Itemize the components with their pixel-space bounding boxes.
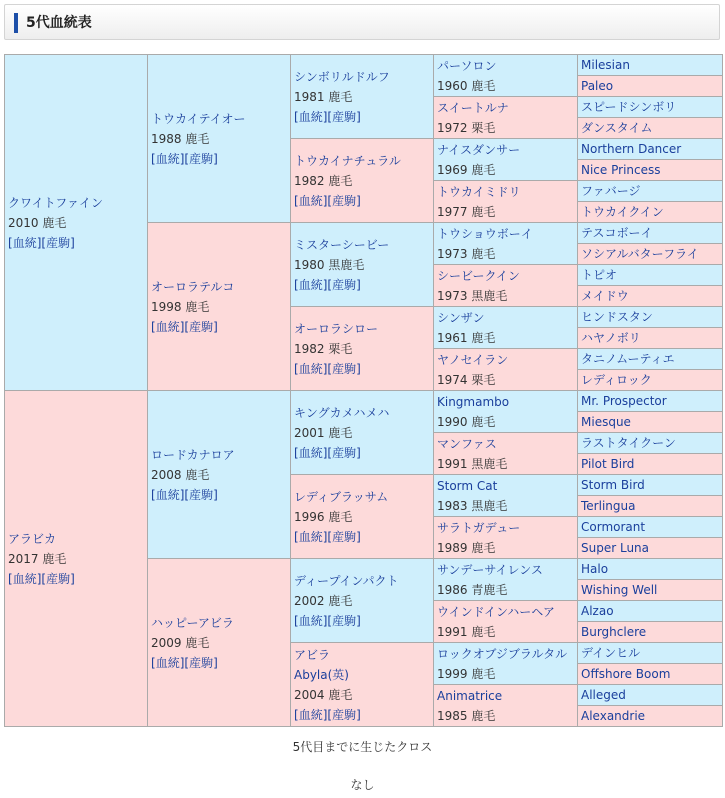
pedigree-cell-gen3 — [291, 475, 434, 559]
horse-name-link[interactable]: サンデーサイレンス — [437, 562, 543, 577]
horse-name-link[interactable]: スイートルナ — [437, 100, 509, 115]
cross-value: なし — [350, 778, 375, 792]
pedigree-cell-gen4 — [434, 433, 578, 475]
pedigree-cell-gen1 — [5, 391, 148, 727]
bracket-close: ] — [179, 487, 185, 502]
coat-color: 黒鹿毛 — [471, 288, 508, 303]
coat-color: 鹿毛 — [471, 624, 496, 639]
horse-original-name: Abyla(英) — [294, 667, 349, 682]
coat-color: 鹿毛 — [328, 89, 353, 104]
pedigree-link[interactable]: 血統 — [298, 361, 323, 376]
horse-name-link[interactable]: Alleged — [581, 687, 626, 702]
bracket-open: [ — [151, 319, 156, 334]
coat-color: 栗毛 — [471, 372, 496, 387]
coat-color: 黒鹿毛 — [471, 456, 508, 471]
bracket-open: [ — [41, 571, 47, 586]
pedigree-cell-gen5 — [578, 139, 723, 160]
horse-name-link[interactable]: オーロラテルコ — [151, 279, 235, 294]
pedigree-cell-gen4 — [434, 181, 578, 223]
horse-name-link[interactable]: ラストタイクーン — [581, 435, 676, 450]
birth-year: 2017 — [8, 551, 39, 566]
bracket-open: [ — [294, 277, 299, 292]
bracket-open: [ — [294, 613, 299, 628]
foal-link[interactable]: 産駒 — [189, 319, 214, 334]
pedigree-cell-gen3 — [291, 643, 434, 727]
pedigree-cell-gen4 — [434, 97, 578, 139]
horse-name-link[interactable]: シービークイン — [437, 268, 520, 283]
birth-year: 2008 — [151, 467, 182, 482]
bracket-open: [ — [327, 613, 333, 628]
pedigree-cell-gen5 — [578, 643, 723, 664]
pedigree-link[interactable]: 血統 — [298, 529, 323, 544]
bracket-open: [ — [294, 529, 299, 544]
pedigree-link[interactable]: 血統 — [12, 571, 37, 586]
horse-name-link[interactable]: ロックオブジブラルタル — [437, 646, 568, 661]
bracket-close: ] — [356, 277, 361, 292]
birth-year: 1996 — [294, 509, 325, 524]
bracket-open: [ — [294, 361, 299, 376]
birth-year: 1980 — [294, 257, 325, 272]
horse-name-link[interactable]: トウカイミドリ — [437, 184, 521, 199]
horse-name-link[interactable]: Storm Cat — [437, 478, 498, 493]
pedigree-cell-gen3 — [291, 139, 434, 223]
birth-year: 1990 — [437, 414, 468, 429]
birth-year: 1982 — [294, 341, 325, 356]
pedigree-link[interactable]: 血統 — [298, 445, 323, 460]
horse-name-link[interactable]: マンファス — [437, 436, 497, 451]
coat-color: 鹿毛 — [185, 131, 210, 146]
pedigree-cell-gen4 — [434, 349, 578, 391]
bracket-close: ] — [322, 445, 328, 460]
coat-color: 黒鹿毛 — [328, 257, 365, 272]
coat-color: 栗毛 — [471, 120, 496, 135]
pedigree-link[interactable]: 血統 — [298, 193, 323, 208]
horse-name-link[interactable]: パーソロン — [437, 58, 497, 73]
coat-color: 鹿毛 — [471, 204, 496, 219]
coat-color: 鹿毛 — [185, 635, 210, 650]
horse-name-link[interactable]: スピードシンボリ — [581, 99, 677, 114]
birth-year: 1989 — [437, 540, 468, 555]
coat-color: 鹿毛 — [185, 467, 210, 482]
horse-name-link[interactable]: ヒンドスタン — [581, 309, 653, 324]
bracket-open: [ — [184, 655, 190, 670]
pedigree-cell-gen3 — [291, 391, 434, 475]
pedigree-cell-gen4 — [434, 601, 578, 643]
horse-name-link[interactable]: ソシアルバターフライ — [581, 246, 699, 261]
birth-year: 1974 — [437, 372, 468, 387]
pedigree-cell-gen2 — [148, 55, 291, 223]
coat-color: 鹿毛 — [328, 509, 353, 524]
horse-name-link[interactable]: Miesque — [581, 414, 631, 429]
bracket-open: [ — [294, 193, 299, 208]
pedigree-cell-gen5 — [578, 433, 723, 454]
pedigree-cell-gen5 — [578, 349, 723, 370]
horse-name-link[interactable]: シンボリルドルフ — [294, 69, 390, 84]
horse-name-link[interactable]: Pilot Bird — [581, 456, 635, 471]
bracket-close: ] — [70, 571, 75, 586]
horse-name-link[interactable]: Alexandrie — [581, 708, 646, 723]
horse-name-link[interactable]: Kingmambo — [437, 394, 510, 409]
horse-name-link[interactable]: トウカイテイオー — [151, 111, 246, 126]
horse-name-link[interactable]: ハッピーアビラ — [151, 615, 234, 630]
horse-name-link[interactable]: Burghclere — [581, 624, 647, 639]
foal-link[interactable]: 産駒 — [46, 571, 71, 586]
bracket-close: ] — [322, 529, 328, 544]
coat-color: 栗毛 — [328, 341, 353, 356]
horse-name-link[interactable]: ダンスタイム — [581, 120, 653, 135]
horse-name-link[interactable]: ファバージ — [581, 183, 641, 198]
birth-year: 1991 — [437, 456, 468, 471]
pedigree-cell-gen3 — [291, 307, 434, 391]
bracket-open: [ — [294, 707, 299, 722]
birth-year: 1960 — [437, 78, 468, 93]
horse-name-link[interactable]: Mr. Prospector — [581, 393, 667, 408]
pedigree-cell-gen5 — [578, 265, 723, 286]
birth-year: 1977 — [437, 204, 468, 219]
birth-year: 2010 — [8, 215, 39, 230]
pedigree-cell-gen5 — [578, 160, 723, 181]
coat-color: 青鹿毛 — [471, 582, 508, 597]
foal-link[interactable]: 産駒 — [332, 361, 357, 376]
birth-year: 1973 — [437, 246, 468, 261]
bracket-close: ] — [356, 529, 361, 544]
horse-name-link[interactable]: ウインドインハーヘア — [437, 604, 555, 619]
foal-link[interactable]: 産駒 — [332, 613, 357, 628]
birth-year: 1999 — [437, 666, 468, 681]
horse-name-link[interactable]: ナイスダンサー — [437, 142, 521, 157]
section-header — [4, 4, 720, 40]
pedigree-cell-gen3 — [291, 559, 434, 643]
foal-link[interactable]: 産駒 — [189, 487, 214, 502]
pedigree-cell-gen4 — [434, 307, 578, 349]
bracket-open: [ — [294, 109, 299, 124]
pedigree-cell-gen4 — [434, 391, 578, 433]
coat-color: 鹿毛 — [471, 246, 496, 261]
bracket-open: [ — [184, 151, 190, 166]
birth-year: 2009 — [151, 635, 182, 650]
horse-name-link[interactable]: トウカイナチュラル — [294, 153, 401, 168]
bracket-close: ] — [322, 193, 328, 208]
bracket-open: [ — [327, 707, 333, 722]
birth-year: 1982 — [294, 173, 325, 188]
birth-year: 2001 — [294, 425, 325, 440]
horse-name-link[interactable]: テスコボーイ — [581, 225, 653, 240]
foal-link[interactable]: 産駒 — [332, 277, 357, 292]
bracket-close: ] — [179, 655, 185, 670]
birth-year: 1998 — [151, 299, 182, 314]
horse-name-link[interactable]: ディープインパクト — [294, 573, 399, 588]
pedigree-cell-gen5 — [578, 370, 723, 391]
bracket-close: ] — [322, 277, 328, 292]
coat-color: 鹿毛 — [471, 330, 496, 345]
coat-color: 鹿毛 — [328, 687, 353, 702]
coat-color: 鹿毛 — [42, 215, 67, 230]
horse-name-link[interactable]: Animatrice — [437, 688, 503, 703]
bracket-open: [ — [8, 571, 13, 586]
foal-link[interactable]: 産駒 — [332, 707, 357, 722]
bracket-close: ] — [322, 109, 328, 124]
horse-name-link[interactable]: ロードカナロア — [151, 447, 235, 462]
coat-color: 鹿毛 — [471, 414, 496, 429]
bracket-open: [ — [41, 235, 47, 250]
birth-year: 1985 — [437, 708, 468, 723]
pedigree-cell-gen2 — [148, 223, 291, 391]
horse-name-link[interactable]: レディブラッサム — [294, 489, 389, 504]
pedigree-cell-gen5 — [578, 391, 723, 412]
foal-link[interactable]: 産駒 — [46, 235, 71, 250]
foal-link[interactable]: 産駒 — [332, 529, 357, 544]
pedigree-cell-gen4 — [434, 265, 578, 307]
bracket-close: ] — [356, 193, 361, 208]
horse-name-link[interactable]: Nice Princess — [581, 162, 661, 177]
bracket-close: ] — [356, 109, 361, 124]
coat-color: 鹿毛 — [471, 540, 496, 555]
header-accent-bar — [14, 13, 18, 33]
pedigree-cell-gen5 — [578, 244, 723, 265]
horse-name-link[interactable]: タニノムーティエ — [581, 351, 675, 366]
horse-name-link[interactable]: ハヤノボリ — [581, 330, 641, 345]
bracket-open: [ — [327, 445, 333, 460]
horse-name-link[interactable]: メイドウ — [581, 288, 629, 303]
birth-year: 1961 — [437, 330, 468, 345]
coat-color: 鹿毛 — [42, 551, 67, 566]
pedigree-link[interactable]: 血統 — [298, 707, 323, 722]
bracket-close: ] — [356, 707, 361, 722]
pedigree-cell-gen5 — [578, 97, 723, 118]
horse-name-link[interactable]: Terlingua — [581, 498, 636, 513]
coat-color: 鹿毛 — [328, 173, 353, 188]
bracket-open: [ — [151, 655, 156, 670]
horse-name-link[interactable]: Super Luna — [581, 540, 650, 555]
pedigree-link[interactable]: 血統 — [155, 319, 180, 334]
horse-name-link[interactable]: Cormorant — [581, 519, 646, 534]
cross-heading: 5代目までに生じたクロス — [292, 740, 433, 754]
horse-name-link[interactable]: Halo — [581, 561, 609, 576]
horse-name-link[interactable]: ヤノセイラン — [437, 352, 509, 367]
foal-link[interactable]: 産駒 — [332, 109, 357, 124]
bracket-close: ] — [322, 361, 328, 376]
pedigree-link[interactable]: 血統 — [155, 655, 180, 670]
pedigree-cell-gen5 — [578, 559, 723, 580]
birth-year: 1988 — [151, 131, 182, 146]
birth-year: 1972 — [437, 120, 468, 135]
pedigree-cell-gen5 — [578, 412, 723, 433]
pedigree-cell-gen3 — [291, 223, 434, 307]
horse-name-link[interactable]: Paleo — [581, 78, 614, 93]
pedigree-link[interactable]: 血統 — [155, 487, 180, 502]
pedigree-cell-gen5 — [578, 55, 723, 76]
horse-name-link[interactable]: アビラ — [294, 647, 331, 662]
horse-name-link[interactable]: Alzao — [581, 603, 614, 618]
horse-name-link[interactable]: アラビカ — [8, 531, 57, 546]
pedigree-cell-gen5 — [578, 622, 723, 643]
horse-name-link[interactable]: トピオ — [581, 267, 618, 282]
coat-color: 鹿毛 — [471, 666, 496, 681]
pedigree-cell-gen4 — [434, 559, 578, 601]
pedigree-link[interactable]: 血統 — [298, 277, 323, 292]
pedigree-cell-gen5 — [578, 517, 723, 538]
coat-color: 鹿毛 — [328, 593, 353, 608]
birth-year: 1986 — [437, 582, 468, 597]
birth-year: 1983 — [437, 498, 468, 513]
coat-color: 黒鹿毛 — [471, 498, 508, 513]
birth-year: 2002 — [294, 593, 325, 608]
horse-name-link[interactable]: レディロック — [581, 372, 652, 387]
foal-link[interactable]: 産駒 — [332, 445, 357, 460]
pedigree-cell-gen4 — [434, 475, 578, 517]
bracket-close: ] — [356, 445, 361, 460]
pedigree-cell-gen5 — [578, 181, 723, 202]
pedigree-cell-gen5 — [578, 706, 723, 727]
pedigree-cell-gen5 — [578, 454, 723, 475]
bracket-open: [ — [327, 529, 333, 544]
bracket-close: ] — [213, 655, 218, 670]
bracket-open: [ — [327, 361, 333, 376]
bracket-close: ] — [322, 707, 328, 722]
bracket-close: ] — [356, 361, 361, 376]
pedigree-cell-gen3 — [291, 55, 434, 139]
horse-name-link[interactable]: ミスターシービー — [294, 237, 390, 252]
section-title: 5代血統表 — [26, 15, 92, 31]
coat-color: 鹿毛 — [328, 425, 353, 440]
horse-name-link[interactable]: サラトガデュー — [437, 520, 521, 535]
bracket-close: ] — [70, 235, 75, 250]
foal-link[interactable]: 産駒 — [332, 193, 357, 208]
pedigree-cell-gen5 — [578, 580, 723, 601]
coat-color: 鹿毛 — [471, 78, 496, 93]
horse-name-link[interactable]: Northern Dancer — [581, 141, 682, 156]
horse-name-link[interactable]: Storm Bird — [581, 477, 645, 492]
birth-year: 1991 — [437, 624, 468, 639]
pedigree-link[interactable]: 血統 — [12, 235, 37, 250]
bracket-open: [ — [294, 445, 299, 460]
pedigree-cell-gen4 — [434, 685, 578, 727]
horse-name-link[interactable]: デインヒル — [581, 645, 641, 660]
horse-name-link[interactable]: トウショウボーイ — [437, 226, 533, 241]
bracket-open: [ — [327, 277, 333, 292]
bracket-close: ] — [213, 151, 218, 166]
pedigree-cell-gen5 — [578, 223, 723, 244]
bracket-close: ] — [213, 319, 218, 334]
bracket-open: [ — [151, 151, 156, 166]
pedigree-cell-gen5 — [578, 601, 723, 622]
pedigree-link[interactable]: 血統 — [298, 613, 323, 628]
pedigree-cell-gen5 — [578, 475, 723, 496]
pedigree-cell-gen4 — [434, 55, 578, 97]
pedigree-cell-gen4 — [434, 643, 578, 685]
pedigree-link[interactable]: 血統 — [298, 109, 323, 124]
pedigree-cell-gen5 — [578, 328, 723, 349]
horse-name-link[interactable]: オーロラシロー — [294, 321, 379, 336]
bracket-close: ] — [356, 613, 361, 628]
pedigree-table — [4, 54, 723, 727]
bracket-open: [ — [327, 193, 333, 208]
pedigree-cell-gen5 — [578, 76, 723, 97]
pedigree-cell-gen2 — [148, 391, 291, 559]
bracket-close: ] — [36, 571, 42, 586]
horse-name-link[interactable]: Offshore Boom — [581, 666, 671, 681]
birth-year: 1969 — [437, 162, 468, 177]
pedigree-cell-gen2 — [148, 559, 291, 727]
pedigree-link[interactable]: 血統 — [155, 151, 180, 166]
pedigree-cell-gen5 — [578, 538, 723, 559]
bracket-open: [ — [184, 487, 190, 502]
coat-color: 鹿毛 — [185, 299, 210, 314]
coat-color: 鹿毛 — [471, 708, 496, 723]
birth-year: 1973 — [437, 288, 468, 303]
foal-link[interactable]: 産駒 — [189, 151, 214, 166]
pedigree-cell-gen5 — [578, 118, 723, 139]
birth-year: 2004 — [294, 687, 325, 702]
bracket-close: ] — [179, 151, 185, 166]
pedigree-cell-gen5 — [578, 685, 723, 706]
horse-name-link[interactable]: Milesian — [581, 57, 630, 72]
bracket-close: ] — [179, 319, 185, 334]
pedigree-cell-gen4 — [434, 517, 578, 559]
pedigree-cell-gen1 — [5, 55, 148, 391]
birth-year: 1981 — [294, 89, 325, 104]
horse-name-link[interactable]: シンザン — [437, 310, 485, 325]
horse-name-link[interactable]: トウカイクイン — [581, 204, 664, 219]
pedigree-cell-gen4 — [434, 139, 578, 181]
pedigree-cell-gen5 — [578, 496, 723, 517]
foal-link[interactable]: 産駒 — [189, 655, 214, 670]
horse-name-link[interactable]: Wishing Well — [581, 582, 658, 597]
pedigree-cell-gen5 — [578, 664, 723, 685]
horse-name-link[interactable]: クワイトファイン — [8, 195, 104, 210]
pedigree-cell-gen5 — [578, 286, 723, 307]
pedigree-cell-gen5 — [578, 307, 723, 328]
bracket-open: [ — [184, 319, 190, 334]
coat-color: 鹿毛 — [471, 162, 496, 177]
bracket-close: ] — [322, 613, 328, 628]
pedigree-cell-gen5 — [578, 202, 723, 223]
bracket-close: ] — [36, 235, 42, 250]
bracket-open: [ — [327, 109, 333, 124]
bracket-open: [ — [151, 487, 156, 502]
horse-name-link[interactable]: キングカメハメハ — [294, 405, 390, 420]
bracket-open: [ — [8, 235, 13, 250]
bracket-close: ] — [213, 487, 218, 502]
pedigree-cell-gen4 — [434, 223, 578, 265]
